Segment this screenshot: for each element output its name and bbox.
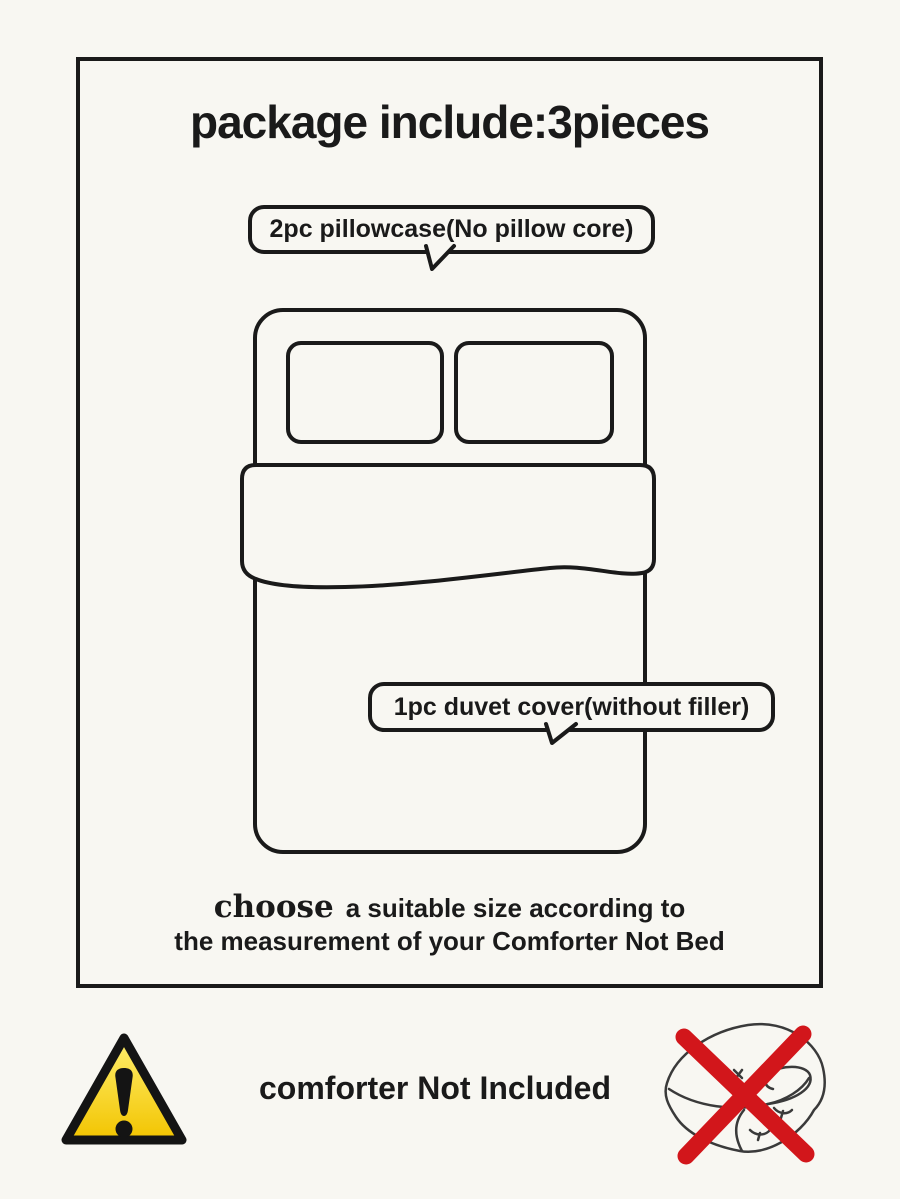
exclamation-dot: [116, 1121, 133, 1138]
callout-pillowcase: [248, 205, 655, 254]
package-panel: [76, 57, 823, 988]
size-note: [80, 891, 819, 958]
bed-illustration: [80, 61, 819, 984]
duvet-fold: [242, 465, 654, 587]
pillow-left-icon: [288, 343, 442, 442]
comforter-tick-3: [750, 1130, 770, 1140]
panel-title: package include:3pieces: [189, 96, 710, 148]
crossed-comforter-icon: [646, 1012, 850, 1168]
footer-warning-text: comforter Not Included: [258, 1070, 611, 1106]
warning-triangle-icon: [58, 1026, 190, 1154]
callout-tail-icon: [543, 724, 579, 747]
callout-pillowcase-label: 2pc pillowcase(No pillow core): [269, 215, 634, 243]
comforter-bottom-curve: [736, 1110, 744, 1151]
callout-duvet-label: 1pc duvet cover(without filler): [393, 692, 750, 721]
size-note-line-1-rest: a suitable size according to: [345, 893, 686, 923]
pillow-right-icon: [456, 343, 612, 442]
callout-tail-icon: [422, 246, 458, 273]
size-note-line-1: [80, 891, 819, 925]
size-note-lead: choose: [213, 889, 334, 925]
callout-duvet: [368, 682, 775, 732]
size-note-line-2: the measurement of your Comforter Not Bed: [174, 926, 725, 956]
